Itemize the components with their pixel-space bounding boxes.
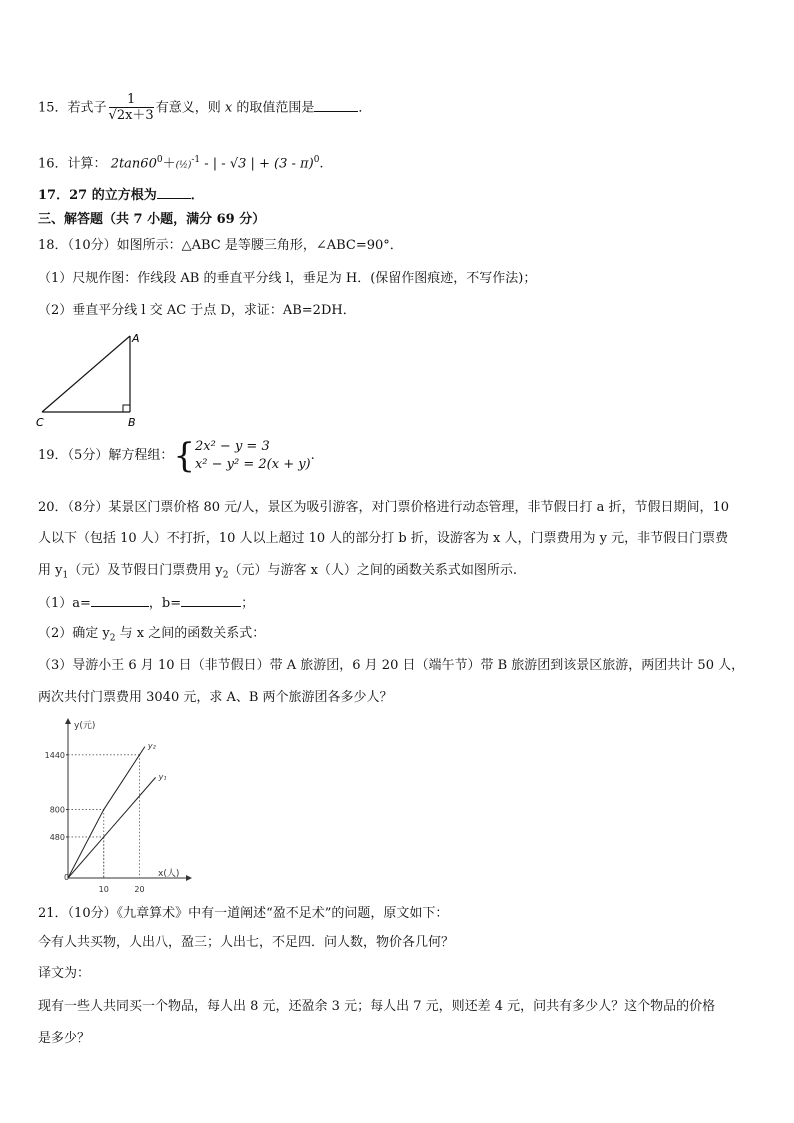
- vertex-a-label: A: [132, 332, 140, 345]
- q15-end: ．: [358, 100, 372, 116]
- q20-part3-line2: 两次共付门票费用 3040 元，求 A、B 两个旅游团各多少人？: [38, 690, 393, 705]
- q21-translation-label: 译文为：: [38, 966, 91, 981]
- q20-part2-sub: 2: [109, 633, 116, 644]
- question-16: [38, 151, 324, 174]
- q19-end: .: [310, 448, 315, 463]
- q20-line3-a: 用 y: [38, 563, 63, 578]
- q16-end: .: [319, 156, 324, 172]
- q21-translation-line2: 是多少？: [38, 1031, 91, 1046]
- y-tick-label: 800: [49, 805, 65, 815]
- origin-label: 0: [64, 873, 70, 882]
- q16-sup-b: -1: [191, 155, 201, 165]
- q15-fraction: [109, 92, 154, 124]
- q16-sup-c: 0: [313, 155, 320, 165]
- q20-function-graph: [38, 716, 198, 894]
- q16-half: (½): [175, 160, 192, 171]
- q16-mid: - | - √3 | + (3 - π): [200, 156, 314, 172]
- q17-end: ．: [190, 188, 204, 203]
- q19-brace: {: [173, 436, 195, 476]
- series-line-y1: [68, 777, 156, 878]
- side-ca: [42, 336, 130, 412]
- q20-part1-b: ，b=: [148, 596, 182, 611]
- x-axis-label: x(人): [158, 869, 180, 879]
- x-tick-label: 10: [98, 885, 109, 894]
- q15-var: x: [224, 100, 233, 116]
- q15-suffix: 有意义，则: [155, 100, 221, 116]
- question-19: [38, 438, 315, 474]
- q15-frac-num: 1: [109, 92, 154, 108]
- q16-expr-a: 2tan60: [110, 156, 157, 172]
- q20-part1: [38, 594, 254, 613]
- question-17: [38, 186, 204, 205]
- y-tick-label: 1440: [44, 750, 65, 760]
- x-tick-label: 20: [134, 885, 145, 894]
- vertex-c-label: C: [36, 416, 44, 429]
- y-tick-label: 480: [49, 832, 65, 842]
- q15-frac-den: √2x＋3: [108, 108, 154, 123]
- q20-line1: 20．（8分）某景区门票价格 80 元/人，景区为吸引游客，对门票价格进行动态管理，非节假日打 a 折，节假日期间，10: [38, 500, 730, 515]
- q20-part2-b: 与 x 之间的函数关系式：: [115, 626, 266, 641]
- q18-part2: （2）垂直平分线 l 交 AC 于点 D，求证：AB=2DH．: [38, 303, 356, 318]
- q20-line2: 人以下（包括 10 人）不打折，10 人以上超过 10 人的部分打 b 折，设游客为 x 人，门票费用为 y 元，非节假日门票费: [38, 531, 729, 546]
- q19-system: [195, 438, 311, 474]
- q20-part1-end: ；: [241, 596, 255, 611]
- q16-prefix: 16．计算：: [38, 156, 107, 172]
- q17-answer-blank[interactable]: [157, 186, 191, 199]
- q20-answer-a-blank[interactable]: [91, 594, 149, 607]
- q20-line3-sub1: 1: [62, 570, 69, 581]
- q20-part1-a: （1）a=: [38, 596, 91, 611]
- q20-answer-b-blank[interactable]: [181, 594, 241, 607]
- q16-plus: ＋: [162, 156, 176, 172]
- series-label: y₂: [147, 741, 156, 751]
- q20-line3: [38, 562, 517, 585]
- q20-line3-c: （元）与游客 x（人）之间的函数关系式如图所示.: [228, 563, 518, 578]
- q17-text: 17．27 的立方根为: [38, 188, 157, 203]
- right-angle-mark: [123, 405, 130, 412]
- vertex-b-label: B: [128, 416, 136, 429]
- q18-stem: 18．（10分）如图所示：△ABC 是等腰三角形，∠ABC=90°．: [38, 238, 403, 253]
- q15-answer-blank[interactable]: [314, 99, 358, 112]
- section-3-heading: 三、解答题（共 7 小题，满分 69 分）: [38, 212, 266, 227]
- q20-part2: [38, 625, 265, 648]
- q15-suffix2: 的取值范围是: [236, 100, 315, 116]
- q20-line3-b: （元）及节假日门票费用 y: [68, 563, 223, 578]
- q19-eq2: x² − y² = 2(x + y): [194, 457, 311, 472]
- q18-part1: （1）尺规作图：作线段 AB 的垂直平分线 l，垂足为 H．(保留作图痕迹，不写作法)；: [38, 271, 537, 286]
- q20-part2-a: （2）确定 y: [38, 626, 110, 641]
- q19-stem: 19．（5分）解方程组：: [38, 448, 174, 463]
- q21-original: 今有人共买物，人出八，盈三；人出七，不足四．问人数，物价各几何？: [38, 935, 455, 950]
- q20-part3-line1: （3）导游小王 6 月 10 日（非节假日）带 A 旅游团，6 月 20 日（端午节）带 B 旅游团到该景区旅游，两团共计 50 人，: [38, 658, 745, 673]
- triangle-figure: [32, 330, 152, 430]
- series-label: y₁: [158, 772, 167, 782]
- q16-sup-a: 0: [156, 155, 163, 165]
- y-axis-label: y(元): [74, 721, 96, 731]
- y-axis-arrow: [65, 718, 71, 724]
- q21-translation-line1: 现有一些人共同买一个物品，每人出 8 元，还盈余 3 元；每人出 7 元，则还差 4 元，问共有多少人？这个物品的价格: [38, 999, 716, 1014]
- q19-eq1: 2x² − y = 3: [194, 439, 270, 454]
- q15-prefix: 15．若式子: [38, 100, 107, 116]
- q20-line3-sub2: 2: [222, 570, 229, 581]
- x-axis-arrow: [186, 875, 192, 881]
- q21-stem: 21．（10分）《九章算术》中有一道阐述“盈不足术”的问题，原文如下：: [38, 906, 449, 921]
- question-15: [38, 92, 371, 124]
- series-line-y2: [68, 747, 145, 878]
